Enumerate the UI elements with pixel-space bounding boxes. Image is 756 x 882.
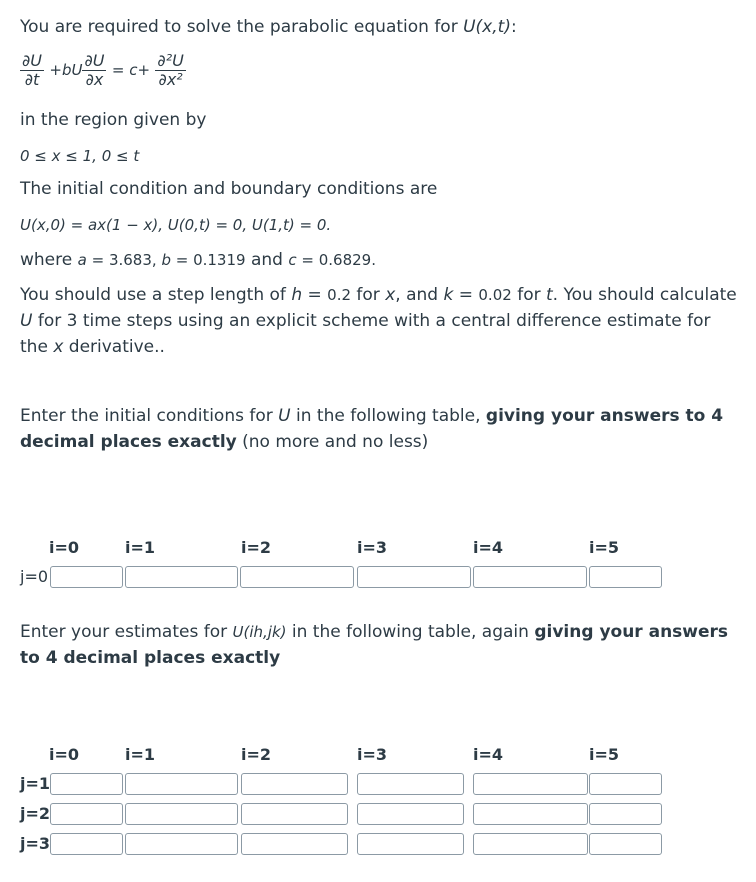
init-bold-instruction: giving your answers to 4 decimal places exactly [20, 406, 724, 452]
answer-input-j=3-i2[interactable] [241, 833, 348, 855]
c-label: c [288, 251, 297, 269]
x-var: x [385, 285, 396, 305]
column-header-i5: i=5 [589, 745, 620, 764]
intro-text [20, 14, 517, 40]
k-value: 0.02 [478, 286, 512, 304]
answer-input-j=1-i4[interactable] [473, 773, 588, 795]
instr-part5: . You should calculate [552, 285, 737, 305]
k-label: k [443, 285, 454, 305]
column-header-i4: i=4 [473, 745, 504, 764]
intro-line: You are required to solve the parabolic equation for [20, 17, 458, 37]
equals-c: = c+ [111, 61, 151, 79]
du-dx-numerator: ∂U [84, 50, 105, 70]
instructions-paragraph: You should use a step length of h = 0.2 for x, and k = 0.02 for t. You should calculate U for 3 time steps using an explicit scheme with a central difference estimate for the x derivative.. [20, 285, 737, 357]
column-header-i0: i=0 [49, 745, 80, 764]
column-header-i3: i=3 [357, 745, 388, 764]
a-value: 3.683 [108, 251, 152, 269]
d2u-dx2-denominator: ∂x² [158, 69, 183, 89]
u-var: U [20, 311, 33, 331]
and-word: and [250, 250, 283, 270]
column-header-i1: i=1 [125, 745, 156, 764]
answer-input-j=0-i5[interactable] [589, 566, 662, 588]
instr-part4: for [517, 285, 541, 305]
d2u-dx2-fraction [155, 52, 185, 89]
intro-function: U(x,t) [463, 17, 511, 37]
c-value: 0.6829. [318, 251, 376, 269]
init-part2: in the following table, [296, 406, 481, 426]
instr-part3: , and [395, 285, 439, 305]
instr-part2: for [356, 285, 380, 305]
conditions-equations: U(x,0) = ax(1 − x), U(0,t) = 0, U(1,t) = 0. [20, 216, 332, 234]
initial-conditions-prompt [20, 403, 740, 455]
est-part1: Enter your estimates for [20, 622, 228, 642]
column-header-i2: i=2 [241, 745, 272, 764]
region-inequality: 0 ≤ x ≤ 1, 0 ≤ t [20, 147, 140, 165]
answer-input-j=0-i0[interactable] [50, 566, 123, 588]
answer-input-j=3-i5[interactable] [589, 833, 662, 855]
column-header-i1: i=1 [125, 538, 156, 557]
h-value: 0.2 [327, 286, 352, 304]
answer-input-j=0-i4[interactable] [473, 566, 587, 588]
answer-input-j=1-i2[interactable] [241, 773, 348, 795]
answer-input-j=2-i5[interactable] [589, 803, 662, 825]
answer-input-j=0-i2[interactable] [240, 566, 354, 588]
answer-input-j=2-i1[interactable] [125, 803, 238, 825]
conditions-label: The initial condition and boundary conditions are [20, 179, 438, 199]
answer-input-j=1-i5[interactable] [589, 773, 662, 795]
region-label: in the region given by [20, 110, 207, 130]
answer-input-j=1-i0[interactable] [50, 773, 123, 795]
b-value: 0.1319 [193, 251, 246, 269]
where-word: where [20, 250, 73, 270]
answer-input-j=3-i0[interactable] [50, 833, 123, 855]
row-label-j=1: j=1 [20, 774, 51, 793]
answer-input-j=0-i1[interactable] [125, 566, 238, 588]
x-var-2: x [53, 337, 64, 357]
plus-bu: +bU [49, 61, 83, 79]
du-dt-numerator: ∂U [22, 50, 42, 70]
du-dt-denominator: ∂t [24, 69, 40, 89]
est-function: U(ih,jk) [232, 623, 287, 641]
init-part3: (no more and no less) [242, 432, 429, 452]
instr-part7: derivative.. [68, 337, 165, 357]
column-header-i3: i=3 [357, 538, 388, 557]
d2u-dx2-numerator: ∂²U [157, 50, 184, 70]
init-u-var: U [278, 406, 291, 426]
init-part1: Enter the initial conditions for [20, 406, 273, 426]
answer-input-j=3-i1[interactable] [125, 833, 238, 855]
column-header-i5: i=5 [589, 538, 620, 557]
b-label: b [161, 251, 171, 269]
answer-input-j=2-i4[interactable] [473, 803, 588, 825]
answer-input-j=2-i3[interactable] [357, 803, 464, 825]
est-bold-instruction: giving your answers to 4 decimal places exactly [20, 622, 729, 668]
du-dx-denominator: ∂x [85, 69, 104, 89]
answer-input-j=1-i3[interactable] [357, 773, 464, 795]
answer-input-j=2-i2[interactable] [241, 803, 348, 825]
answer-input-j=3-i3[interactable] [357, 833, 464, 855]
a-label: a [77, 251, 87, 269]
answer-input-j=3-i4[interactable] [473, 833, 588, 855]
instr-part6: for 3 time steps using an explicit scheme with a central difference estimate for the [20, 311, 711, 357]
answer-input-j=0-i3[interactable] [357, 566, 471, 588]
est-part2: in the following table, again [291, 622, 529, 642]
column-header-i2: i=2 [241, 538, 272, 557]
h-label: h [291, 285, 303, 305]
row-label-j=3: j=3 [20, 834, 51, 853]
du-dx-fraction [82, 52, 106, 89]
constants-line: where a = 3.683, b = 0.1319 and c = 0.6829. [20, 250, 376, 270]
row-label-j=0: j=0 [20, 567, 49, 586]
t-var: t [545, 285, 553, 305]
answer-input-j=1-i1[interactable] [125, 773, 238, 795]
intro-colon: : [510, 17, 517, 37]
du-dt-fraction [20, 52, 44, 89]
instr-part1: You should use a step length of [20, 285, 286, 305]
column-header-i4: i=4 [473, 538, 504, 557]
answer-input-j=2-i0[interactable] [50, 803, 123, 825]
pde-equation [20, 50, 186, 90]
column-header-i0: i=0 [49, 538, 80, 557]
row-label-j=2: j=2 [20, 804, 51, 823]
estimates-prompt [20, 619, 740, 671]
